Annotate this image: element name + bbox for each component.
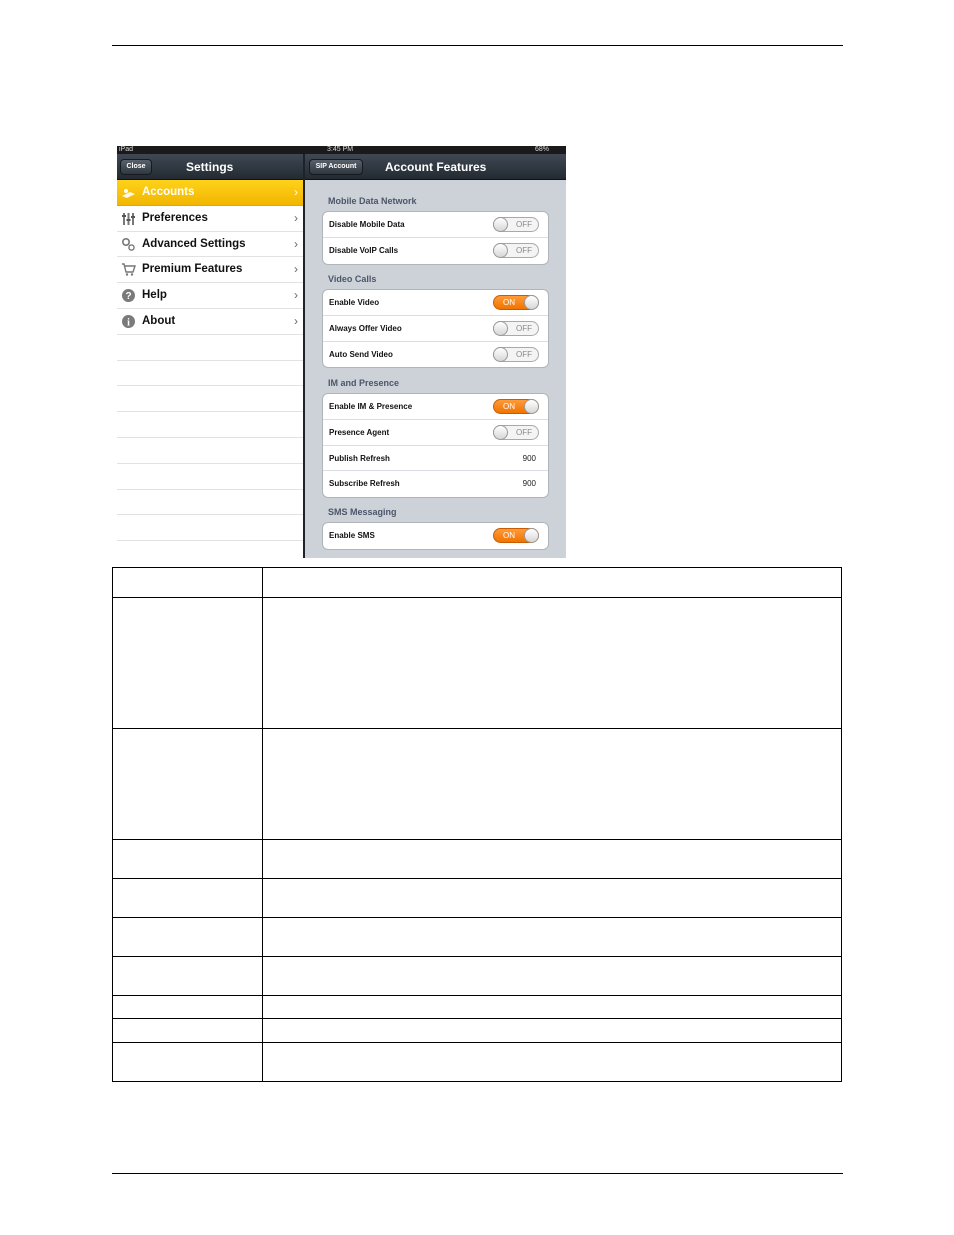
status-time: 3:45 PM	[327, 146, 354, 153]
footer-rule	[112, 1173, 843, 1174]
table-cell	[263, 1019, 842, 1043]
table-row	[113, 598, 842, 729]
menu-item-about[interactable]	[117, 309, 303, 335]
section-header: Video Calls	[328, 274, 377, 284]
battery-level: 68%	[535, 146, 550, 153]
ipad-screenshot	[117, 146, 566, 558]
table-cell	[263, 957, 842, 996]
section-header: SMS Messaging	[328, 507, 397, 517]
subscribe-refresh-value[interactable]: 900	[522, 479, 536, 489]
empty-row	[117, 361, 303, 387]
setting-row-always-offer-video	[323, 316, 548, 342]
table-cell	[113, 996, 263, 1019]
table-cell	[263, 1043, 842, 1082]
table-cell	[263, 918, 842, 957]
menu-item-advanced-settings[interactable]	[117, 232, 303, 258]
settings-group	[322, 522, 549, 550]
table-cell	[113, 729, 263, 840]
table-row	[113, 879, 842, 918]
table-cell	[263, 568, 842, 598]
chevron-right-icon: ›	[294, 210, 298, 225]
svg-text:i: i	[127, 317, 130, 329]
table-cell	[113, 957, 263, 996]
table-row	[113, 1019, 842, 1043]
setting-label: Presence Agent	[329, 427, 390, 437]
setting-label: Always Offer Video	[329, 323, 402, 333]
accounts-icon	[121, 185, 136, 200]
menu-item-label: Advanced Settings	[142, 237, 246, 250]
setting-row-subscribe-refresh[interactable]	[323, 471, 548, 497]
table-row	[113, 918, 842, 957]
menu-item-premium-features[interactable]	[117, 257, 303, 283]
status-bar	[117, 146, 566, 154]
table-row	[113, 568, 842, 598]
sip-account-back-button[interactable]: SIP Account	[309, 159, 363, 175]
table-row	[113, 957, 842, 996]
section-header: IM and Presence	[328, 378, 400, 388]
menu-item-label: Accounts	[142, 186, 195, 198]
setting-label: Enable Video	[329, 298, 380, 307]
setting-label: Enable IM & Presence	[329, 402, 413, 411]
auto-send-video-toggle[interactable]: OFF	[493, 347, 539, 362]
setting-label: Subscribe Refresh	[329, 479, 400, 489]
presence-agent-toggle[interactable]: OFF	[493, 425, 539, 440]
table-cell	[263, 996, 842, 1019]
setting-row-auto-send-video	[323, 342, 548, 368]
table-cell	[113, 568, 263, 598]
table-row	[113, 996, 842, 1019]
setting-label: Disable VoIP Calls	[329, 245, 399, 255]
menu-item-label: Premium Features	[142, 263, 243, 276]
menu-item-accounts[interactable]	[117, 180, 303, 206]
setting-label: Publish Refresh	[329, 453, 390, 463]
account-features-panel	[305, 180, 566, 558]
header-rule	[112, 45, 843, 46]
table-row	[113, 729, 842, 840]
chevron-right-icon: ›	[294, 236, 298, 251]
disable-voip-calls-toggle[interactable]: OFF	[493, 243, 539, 258]
menu-item-label: About	[142, 314, 176, 327]
chevron-right-icon: ›	[294, 288, 298, 303]
menu-item-label: Preferences	[142, 211, 208, 224]
setting-row-publish-refresh[interactable]	[323, 446, 548, 472]
section-header: Mobile Data Network	[328, 196, 417, 206]
setting-row-enable-video	[323, 290, 548, 316]
empty-row	[117, 412, 303, 438]
publish-refresh-value[interactable]: 900	[522, 453, 536, 463]
svg-text:?: ?	[125, 291, 132, 303]
setting-label: Disable Mobile Data	[329, 220, 405, 229]
setting-label: Auto Send Video	[329, 349, 393, 359]
enable-video-toggle[interactable]: ON	[493, 295, 539, 310]
setting-label: Enable SMS	[329, 531, 375, 540]
settings-navbar	[117, 154, 303, 180]
empty-row	[117, 490, 303, 516]
table-cell	[263, 879, 842, 918]
table-cell	[113, 598, 263, 729]
settings-description-table	[112, 567, 842, 1082]
empty-row	[117, 464, 303, 490]
enable-sms-toggle[interactable]: ON	[493, 528, 539, 543]
help-icon	[121, 288, 136, 303]
setting-row-disable-mobile-data	[323, 212, 548, 238]
table-cell	[113, 879, 263, 918]
settings-menu	[117, 180, 303, 541]
empty-row	[117, 335, 303, 361]
enable-im-presence-toggle[interactable]: ON	[493, 399, 539, 414]
table-cell	[113, 840, 263, 879]
settings-title: Settings	[186, 160, 234, 174]
close-button[interactable]: Close	[120, 159, 152, 175]
table-row	[113, 1043, 842, 1082]
settings-group	[322, 211, 549, 265]
menu-item-preferences[interactable]	[117, 206, 303, 232]
table-cell	[263, 729, 842, 840]
info-icon	[121, 314, 136, 329]
preferences-icon	[121, 211, 136, 226]
always-offer-video-toggle[interactable]: OFF	[493, 321, 539, 336]
table-cell	[113, 1043, 263, 1082]
account-features-title: Account Features	[385, 160, 487, 174]
settings-group	[322, 289, 549, 368]
disable-mobile-data-toggle[interactable]: OFF	[493, 217, 539, 232]
empty-row	[117, 515, 303, 541]
chevron-right-icon: ›	[294, 262, 298, 277]
empty-row	[117, 438, 303, 464]
setting-row-disable-voip-calls	[323, 238, 548, 264]
setting-row-presence-agent	[323, 420, 548, 446]
menu-item-label: Help	[142, 289, 167, 302]
chevron-right-icon: ›	[294, 313, 298, 328]
setting-row-enable-sms	[323, 523, 548, 549]
empty-row	[117, 386, 303, 412]
cart-icon	[121, 262, 136, 277]
chevron-right-icon: ›	[294, 185, 298, 199]
table-cell	[113, 918, 263, 957]
table-cell	[113, 1019, 263, 1043]
setting-row-enable-im-presence	[323, 394, 548, 420]
gears-icon	[121, 237, 136, 252]
table-row	[113, 840, 842, 879]
settings-group	[322, 393, 549, 498]
table-cell	[263, 840, 842, 879]
table-cell	[263, 598, 842, 729]
device-label: iPad	[119, 146, 134, 153]
menu-item-help[interactable]	[117, 283, 303, 309]
account-features-navbar	[305, 154, 566, 180]
